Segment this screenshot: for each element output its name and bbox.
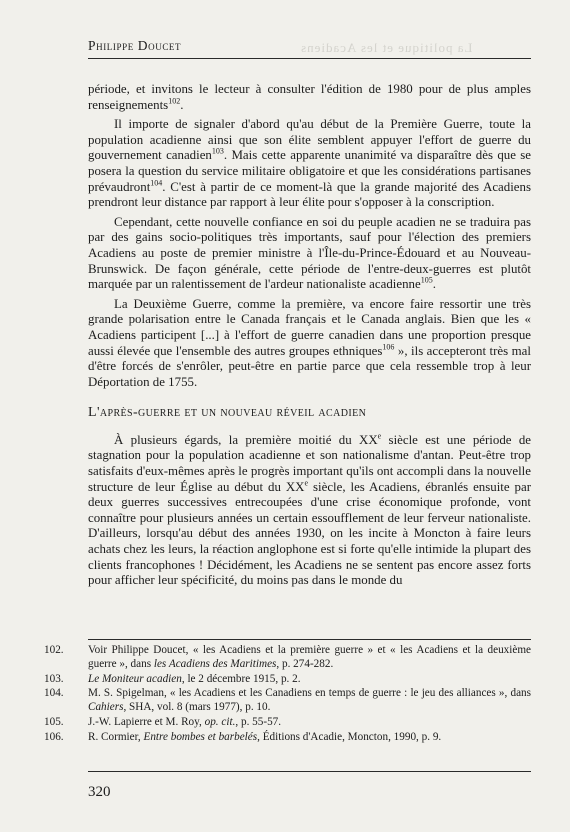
footnote-text: J.-W. Lapierre et M. Roy, op. cit., p. 55-57. bbox=[88, 715, 282, 728]
footnotes bbox=[44, 644, 531, 746]
footnote-divider bbox=[88, 639, 531, 640]
footnote bbox=[44, 687, 531, 715]
footnote-number: 104. bbox=[44, 687, 64, 700]
header-author: Philippe Doucet bbox=[88, 38, 182, 53]
footnote-number: 106. bbox=[44, 730, 64, 743]
footnote-text: R. Cormier, Entre bombes et barbelés, Éditions d'Acadie, Moncton, 1990, p. 9. bbox=[88, 730, 442, 743]
footnote-ref: 105 bbox=[420, 275, 433, 285]
footnote-text: M. S. Spigelman, « les Acadiens et les Canadiens en temps de guerre : le jeu des alliances », dans Cahiers, SHA, vol. 8 (mars 1977), p. 10. bbox=[88, 687, 531, 714]
paragraph-2: Il importe de signaler d'abord qu'au début de la Première Guerre, toute la population acadienne ainsi que son élite semblent appuyer l'effort de guerre du gouvernement canadien$^{103}$. Mais cette apparente unanimité va disparaître dès que se posera la question du service militaire obligatoire et que les considérations partisanes prévaudront$^{104}$. C'est à partir de ce moment-là que la grande majorité des Acadiens prendront leur distance par rapport à leur élite pour s'opposer à la conscription. bbox=[88, 117, 531, 210]
footnote bbox=[44, 644, 531, 672]
footnote-ref: 106 bbox=[382, 342, 395, 352]
main-text bbox=[88, 82, 531, 589]
footnote-text: Voir Philippe Doucet, « les Acadiens et la première guerre » et « les Acadiens et la deuxième guerre », dans les Acadiens des Maritimes, p. 274-282. bbox=[88, 644, 531, 670]
footnote bbox=[44, 731, 531, 745]
page-number: 320 bbox=[88, 784, 111, 800]
footnote-number: 103. bbox=[44, 672, 64, 685]
bottom-divider bbox=[88, 771, 531, 772]
footnote-ref: 102 bbox=[168, 96, 181, 106]
running-header bbox=[88, 38, 531, 59]
footnote bbox=[44, 716, 531, 730]
footnote bbox=[44, 673, 531, 687]
bleed-through-text: La politique et les Acadiens bbox=[300, 40, 473, 55]
paragraph-4: La Deuxième Guerre, comme la première, va encore faire ressortir une très grande polarisation entre le Canada français et le Canada anglais. Bien que les « Acadiens participent [...] à l'effort de guerre canadien dans une proportion presque aussi élevée que l'ensemble des autres groupes ethniques$^{106}$ », ils accepteront très mal d'être forcés de s'enrôler, peut-être en partie parce que cela ressemble trop à leur Déportation de 1755. bbox=[88, 296, 531, 389]
section-title: L'après-guerre et un nouveau réveil acadien bbox=[88, 405, 367, 421]
paragraph-1: période, et invitons le lecteur à consulter l'édition de 1980 pour de plus amples renseignements$^{102}$. bbox=[88, 82, 531, 112]
footnote-ref: 104 bbox=[150, 178, 163, 188]
footnote-ref: 103 bbox=[211, 147, 224, 157]
paragraph-3: Cependant, cette nouvelle confiance en soi du peuple acadien ne se traduira pas par des gains socio-politiques très importants, sauf pour l'élection des premiers Acadiens au poste de premier ministre à l'Île-du-Prince-Édouard et au Nouveau-Brunswick. De façon générale, cette période de l'entre-deux-guerres est plutôt marquée par un ralentissement de l'ardeur nationaliste acadienne$^{105}$. bbox=[88, 214, 531, 292]
paragraph-5: À plusieurs égards, la première moitié du XXe siècle est une période de stagnation pour la population acadienne et son nationalisme d'antan. Peut-être trop satisfaits d'eux-mêmes après le progrès important qu'ils ont accompli dans la nouvelle structure de leur Église au début du XXe siècle, les Acadiens, ébranlés ensuite par deux guerres successives entrecoupées d'une crise économique profonde, vont connaître pour plusieurs années un certain essoufflement de leur ferveur nationaliste. D'ailleurs, lorsqu'au début des années 1930, on les incite à Moncton à faire leurs achats chez les leurs, la réaction anglophone est si forte qu'elle intimide la plupart des clients francophones ! Décidément, les Acadiens ne se sentent pas encore assez forts pour afficher leur spécificité, du moins pas dans le monde du bbox=[88, 431, 532, 588]
footnote-number: 105. bbox=[44, 715, 64, 728]
footnote-number: 102. bbox=[44, 644, 64, 656]
footnote-text: Le Moniteur acadien, le 2 décembre 1915, p. 2. bbox=[88, 672, 301, 685]
